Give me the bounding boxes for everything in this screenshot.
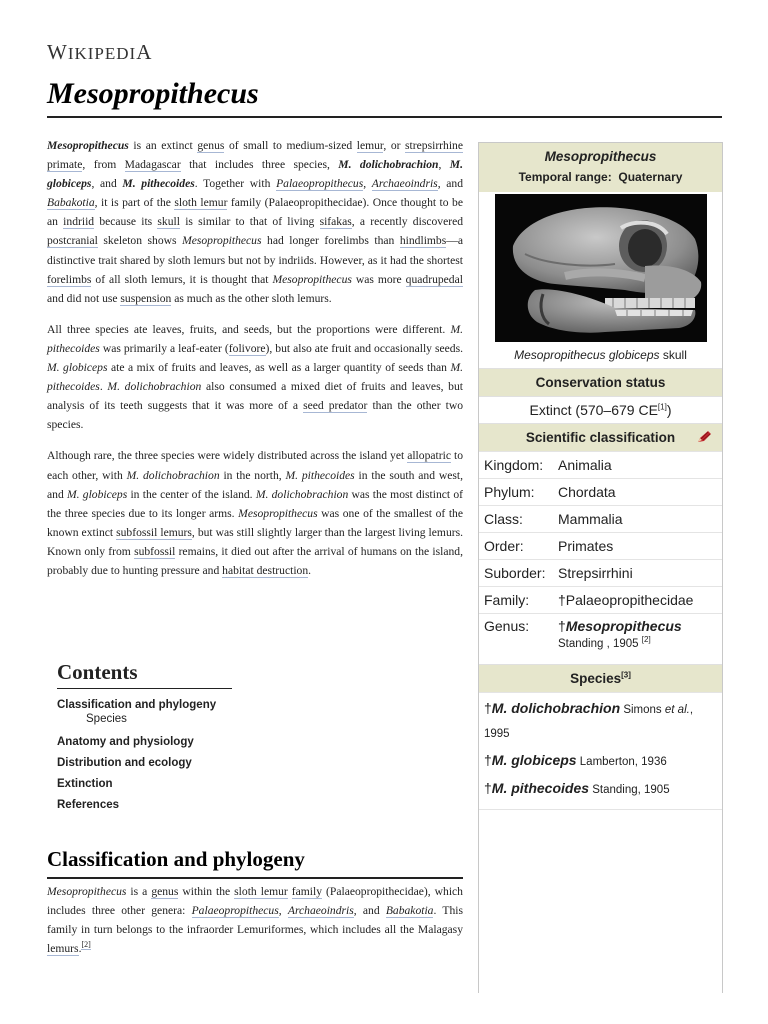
- wiki-link[interactable]: sifakas: [319, 215, 352, 229]
- text-run: . Together with: [194, 177, 277, 191]
- wiki-link[interactable]: folivore: [228, 341, 266, 355]
- infobox: [478, 142, 723, 993]
- taxon-rank: Suborder:: [484, 565, 546, 581]
- species-list: [479, 692, 722, 810]
- text-run: ), but also ate fruit and occasionally seeds.: [265, 341, 463, 355]
- text-run: —a distinctive trait shared by sloth lemurs but not by indriids. However, as it had the shortest: [47, 234, 463, 267]
- text-run: .: [99, 380, 108, 394]
- logo-letter-a: A: [136, 40, 153, 64]
- intro-paragraph-1: [47, 136, 463, 308]
- emphasized-text: M. dolichobrachion: [126, 468, 220, 482]
- wiki-link[interactable]: sloth lemur: [234, 885, 288, 898]
- infobox-image-container: [479, 192, 722, 342]
- conservation-status-heading: [479, 368, 722, 396]
- emphasized-text: M. globiceps: [66, 487, 128, 501]
- taxon-row-phylum: [479, 478, 722, 505]
- temporal-range: [479, 166, 722, 188]
- wiki-link[interactable]: Archaeoindris: [371, 177, 438, 191]
- species-item: [484, 749, 717, 773]
- text-run: Although rare, the three species were widely distributed across the island yet: [47, 449, 408, 463]
- genus-authority-text[interactable]: Standing , 1905: [558, 638, 639, 650]
- wiki-link[interactable]: genus: [197, 139, 225, 152]
- text-run: and did not use: [47, 291, 121, 305]
- species-heading-label: Species: [570, 671, 622, 686]
- taxon-rank: Genus:: [484, 618, 530, 634]
- wikipedia-logo[interactable]: [47, 40, 152, 65]
- genus-name: Mesopropithecus: [565, 618, 682, 634]
- emphasized-text: Mesopropithecus: [47, 139, 129, 152]
- caption-suffix: skull: [659, 348, 687, 362]
- text-run: was the most distinct of the three species due to its longer arms.: [47, 487, 464, 520]
- text-run: in the south and west, and: [47, 468, 463, 501]
- species-authority: Standing, 1905: [589, 784, 670, 796]
- status-close: ): [666, 402, 672, 418]
- text-run: in the north,: [219, 468, 286, 482]
- temporal-range-label: Temporal range:: [518, 170, 612, 184]
- section-classification-text: [47, 882, 463, 958]
- wiki-link[interactable]: allopatric: [407, 449, 451, 463]
- genus-value: [558, 618, 682, 664]
- wiki-link[interactable]: Madagascar: [124, 158, 181, 172]
- text-run: , and: [353, 904, 386, 918]
- taxon-rank: Family:: [484, 592, 530, 608]
- wiki-link[interactable]: Babakotia: [47, 196, 95, 210]
- text-run: remains, it died out after the arrival of humans on the island, probably due to hunting pressure and: [47, 544, 463, 577]
- wiki-link[interactable]: subfossil: [134, 544, 176, 558]
- extinct-dagger: †: [484, 700, 492, 716]
- page-title: Mesopropithecus: [47, 76, 722, 118]
- species-item: [484, 697, 717, 745]
- emphasized-text: Mesopropithecus: [238, 506, 318, 520]
- wiki-link[interactable]: strepsirrhine primate: [47, 139, 463, 172]
- wiki-link[interactable]: sloth lemur: [174, 196, 228, 210]
- text-run: is an extinct: [128, 139, 198, 152]
- wiki-link[interactable]: family: [291, 885, 323, 898]
- taxon-value[interactable]: †Palaeopropithecidae: [558, 592, 694, 608]
- infobox-name: Mesopropithecus: [544, 149, 657, 164]
- intro-paragraph-3: [47, 446, 463, 580]
- text-run: than the other two species.: [47, 399, 464, 432]
- species-authority-italic: et al.: [664, 704, 690, 716]
- emphasized-text: Mesopropithecus: [272, 272, 352, 286]
- scientific-classification-label[interactable]: Scientific classification: [525, 430, 676, 445]
- wiki-link[interactable]: genus: [151, 885, 179, 898]
- logo-middle: IKIPEDI: [67, 44, 137, 63]
- species-name[interactable]: M. pithecoides: [491, 780, 590, 796]
- emphasized-text: M. pithecoides: [47, 322, 463, 355]
- text-run: All three species ate leaves, fruits, and seeds, but the proportions were different.: [47, 322, 451, 336]
- text-run: ,: [363, 177, 372, 191]
- table-of-contents: [57, 660, 232, 816]
- extinct-dagger: †: [558, 618, 566, 634]
- text-run: to each other, with: [47, 449, 463, 482]
- text-run: , and: [91, 177, 123, 191]
- wiki-link[interactable]: seed predator: [303, 399, 368, 413]
- wiki-link[interactable]: indriid: [63, 215, 95, 229]
- text-run: was primarily a leaf-eater (: [99, 341, 229, 355]
- wiki-link[interactable]: lemur: [356, 139, 384, 152]
- taxon-row-order: [479, 532, 722, 559]
- wiki-link[interactable]: suspension: [120, 291, 172, 305]
- text-run: also consumed a mixed diet of fruits and leaves, but analysis of its teeth suggests that it was more of a: [47, 380, 463, 413]
- taxon-row-class: [479, 505, 722, 532]
- emphasized-text: Mesopropithecus: [47, 885, 127, 898]
- taxon-rank: Kingdom:: [484, 457, 544, 473]
- text-run: as much as the other sloth lemurs.: [171, 291, 332, 305]
- taxon-value[interactable]: Primates: [558, 538, 614, 554]
- wiki-link[interactable]: lemurs: [47, 942, 79, 956]
- wiki-link[interactable]: Palaeopropithecus: [191, 904, 279, 918]
- text-run: , and: [437, 177, 463, 191]
- wiki-link[interactable]: postcranial: [47, 234, 98, 248]
- text-run: within the: [178, 885, 235, 898]
- caption-species: Mesopropithecus globiceps: [514, 348, 660, 362]
- emphasized-text: M. dolichobrachion: [338, 158, 439, 172]
- text-run: . This family in turn belongs to the infraorder Lemuriformes, which includes all the Malagasy: [47, 904, 463, 937]
- logo-letter-w: W: [47, 40, 68, 64]
- text-run: ate a mix of fruits and leaves, as well as a larger quantity of seeds than: [107, 361, 451, 375]
- emphasized-text: Mesopropithecus: [182, 234, 262, 248]
- emphasized-text: M. pithecoides: [285, 468, 355, 482]
- emphasized-text: M. pithecoides: [47, 361, 463, 394]
- skull-illustration: [495, 194, 707, 342]
- wiki-link[interactable]: subfossil lemurs: [116, 525, 192, 539]
- text-run: had longer forelimbs than: [261, 234, 400, 248]
- taxon-rank: Order:: [484, 538, 524, 554]
- taxon-value[interactable]: Chordata: [558, 484, 616, 500]
- text-run: .: [78, 942, 82, 956]
- species-authority: Lamberton, 1936: [576, 756, 667, 768]
- temporal-range-value[interactable]: Quaternary: [618, 170, 683, 184]
- citation-ref[interactable]: [2]: [81, 940, 91, 950]
- intro-paragraph-2: [47, 320, 463, 435]
- genus-ref[interactable]: [2]: [641, 635, 651, 645]
- text-run: , but was still slightly larger than the largest living lemurs. Known only from: [47, 525, 464, 558]
- wiki-link[interactable]: quadrupedal: [405, 272, 463, 286]
- wiki-link[interactable]: habitat destruction: [222, 563, 309, 577]
- text-run: , from: [82, 158, 125, 172]
- species-heading: [479, 664, 722, 692]
- text-run: , a recently discovered: [351, 215, 464, 229]
- conservation-status: [479, 396, 722, 423]
- species-authority-year: , 1995: [484, 704, 694, 740]
- taxon-value[interactable]: Animalia: [558, 457, 612, 473]
- text-run: ,: [278, 904, 288, 918]
- taxon-rank: Phylum:: [484, 484, 535, 500]
- text-run: of small to medium-sized: [224, 139, 357, 152]
- toc-item-anatomy[interactable]: Anatomy and physiology: [57, 736, 194, 748]
- wiki-link[interactable]: Palaeopropithecus: [276, 177, 364, 191]
- text-run: family (Palaeopropithecidae). Once thought to be an: [47, 196, 463, 229]
- text-run: is a: [126, 885, 152, 898]
- species-ref[interactable]: [3]: [621, 670, 631, 680]
- emphasized-text: M. pithecoides: [122, 177, 195, 191]
- wiki-link[interactable]: skull: [157, 215, 180, 229]
- scientific-classification-heading: [479, 423, 722, 451]
- text-run: , it is part of the: [94, 196, 175, 210]
- taxon-row-kingdom: [479, 451, 722, 478]
- text-run: is similar to that of living: [179, 215, 320, 229]
- taxon-value[interactable]: Strepsirrhini: [558, 565, 633, 581]
- text-run: was one of the smallest of the known extinct: [47, 506, 463, 539]
- wiki-link[interactable]: forelimbs: [47, 272, 92, 286]
- taxon-rank: Class:: [484, 511, 523, 527]
- edit-pencil-icon[interactable]: [696, 430, 712, 444]
- emphasized-text: M. dolichobrachion: [107, 380, 202, 394]
- toc-item-references[interactable]: References: [57, 799, 120, 811]
- text-run: of all sloth lemurs, it is thought that: [91, 272, 273, 286]
- species-name[interactable]: M. globiceps: [491, 752, 577, 768]
- genus-authority: [558, 635, 682, 650]
- emphasized-text: M. globiceps: [47, 158, 464, 191]
- conservation-heading-label[interactable]: Conservation status: [535, 375, 666, 390]
- image-caption: [479, 342, 722, 368]
- text-run: skeleton shows: [97, 234, 183, 248]
- taxon-row-genus: [479, 613, 722, 664]
- species-item: [484, 777, 717, 801]
- intro-text: [47, 136, 463, 592]
- species-authority: Simons: [620, 704, 665, 716]
- text-run: was more: [351, 272, 406, 286]
- text-run: because its: [94, 215, 158, 229]
- text-run: that includes three species,: [180, 158, 339, 172]
- toc-subitem-species[interactable]: Species: [86, 713, 127, 725]
- wiki-link[interactable]: hindlimbs: [399, 234, 447, 248]
- wiki-link[interactable]: Archaeoindris: [287, 904, 354, 918]
- wiki-link[interactable]: Babakotia: [385, 904, 434, 918]
- taxon-row-suborder: [479, 559, 722, 586]
- taxon-value[interactable]: Mammalia: [558, 511, 623, 527]
- taxon-row-family: [479, 586, 722, 613]
- extinct-dagger: †: [484, 752, 492, 768]
- toc-item-extinction[interactable]: Extinction: [57, 778, 113, 790]
- emphasized-text: M. dolichobrachion: [255, 487, 349, 501]
- species-name[interactable]: M. dolichobrachion: [491, 700, 621, 716]
- text-run: in the center of the island.: [127, 487, 256, 501]
- status-ref[interactable]: [1]: [657, 402, 667, 412]
- text-run: , or: [383, 139, 406, 152]
- infobox-title: [479, 143, 722, 192]
- toc-item-distribution[interactable]: Distribution and ecology: [57, 757, 192, 769]
- toc-item-classification[interactable]: Classification and phylogeny: [57, 699, 217, 711]
- skull-image[interactable]: [495, 194, 707, 342]
- text-run: ,: [438, 158, 450, 172]
- section-heading-classification: Classification and phylogeny: [47, 845, 463, 879]
- text-run: (Palaeopropithecidae), which includes three other genera:: [47, 885, 463, 918]
- classification-paragraph-1: [47, 882, 463, 958]
- contents-heading: Contents: [57, 660, 232, 689]
- emphasized-text: M. globiceps: [47, 361, 108, 375]
- extinct-dagger: †: [484, 780, 492, 796]
- text-run: .: [308, 563, 312, 577]
- status-text: Extinct (570–679 CE: [529, 402, 658, 418]
